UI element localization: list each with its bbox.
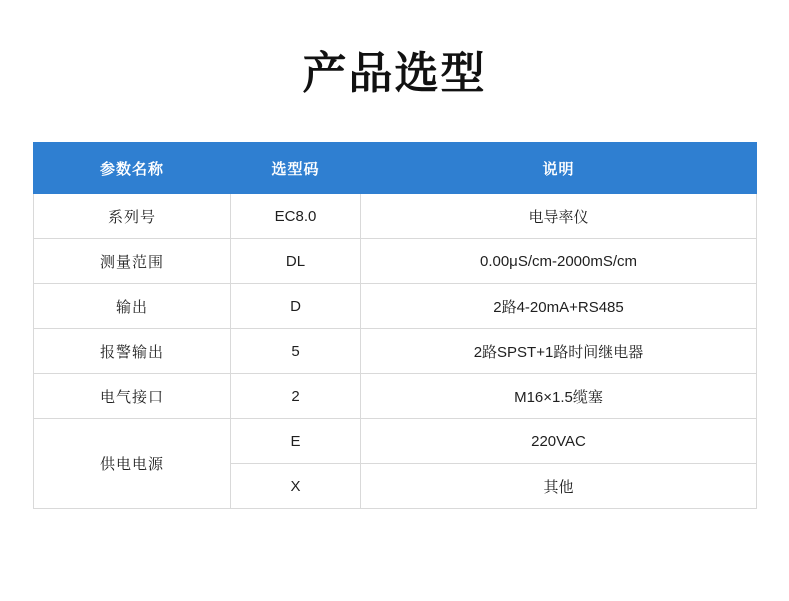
cell-description: 220VAC [361, 419, 757, 464]
column-header-selection-code: 选型码 [231, 143, 361, 194]
table-body [34, 194, 757, 509]
cell-parameter-name: 测量范围 [34, 239, 231, 284]
table-row [34, 374, 757, 419]
product-selection-table [33, 142, 757, 509]
table-row [34, 194, 757, 239]
cell-parameter-name: 输出 [34, 284, 231, 329]
column-header-description: 说明 [361, 143, 757, 194]
cell-parameter-name: 系列号 [34, 194, 231, 239]
cell-description: 2路4-20mA+RS485 [361, 284, 757, 329]
cell-parameter-name: 供电电源 [34, 419, 231, 509]
cell-description: M16×1.5缆塞 [361, 374, 757, 419]
column-header-parameter-name: 参数名称 [34, 143, 231, 194]
cell-description: 2路SPST+1路时间继电器 [361, 329, 757, 374]
cell-selection-code: DL [231, 239, 361, 284]
table-row [34, 419, 757, 464]
table-header-row [34, 143, 757, 194]
cell-description: 0.00μS/cm-2000mS/cm [361, 239, 757, 284]
table-row [34, 284, 757, 329]
cell-description: 其他 [361, 464, 757, 509]
cell-selection-code: E [231, 419, 361, 464]
page-title: 产品选型 [302, 49, 487, 98]
cell-parameter-name: 报警输出 [34, 329, 231, 374]
cell-selection-code: X [231, 464, 361, 509]
table-row [34, 239, 757, 284]
table-header [34, 143, 757, 194]
spec-table-container [33, 142, 756, 509]
cell-selection-code: D [231, 284, 361, 329]
cell-selection-code: EC8.0 [231, 194, 361, 239]
cell-selection-code: 2 [231, 374, 361, 419]
cell-description: 电导率仪 [361, 194, 757, 239]
cell-parameter-name: 电气接口 [34, 374, 231, 419]
table-row [34, 329, 757, 374]
cell-selection-code: 5 [231, 329, 361, 374]
